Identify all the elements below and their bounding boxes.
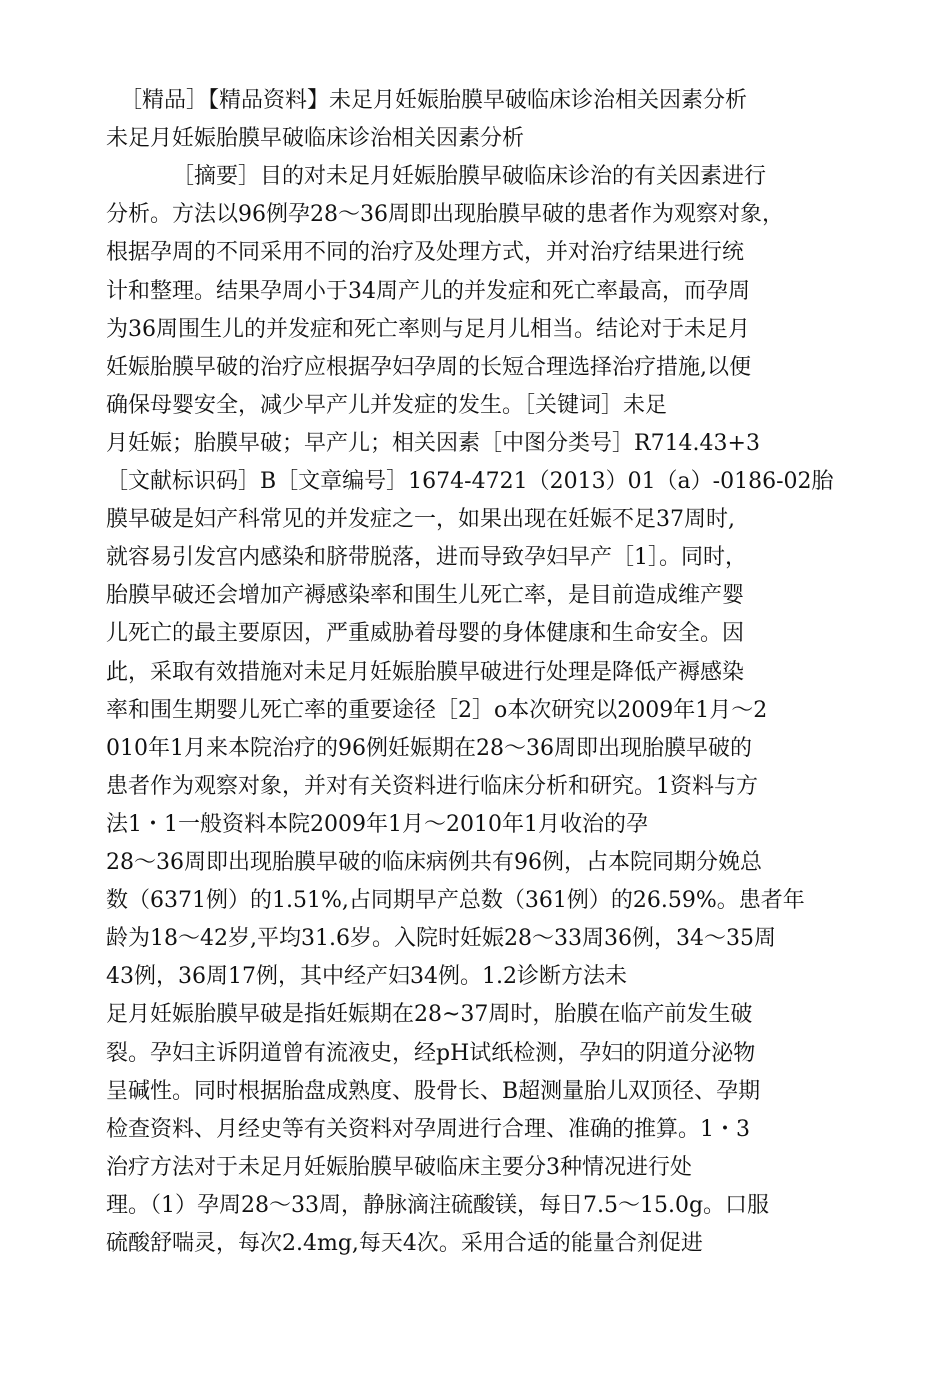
text-line: 妊娠胎膜早破的治疗应根据孕妇孕周的长短合理选择治疗措施,以便 xyxy=(106,354,751,380)
text-line: 此，采取有效措施对未足月妊娠胎膜早破进行处理是降低产褥感染 xyxy=(106,659,745,685)
text-line: 确保母婴安全，减少早产儿并发症的发生。［关键词］未足 xyxy=(106,392,668,418)
text-line: 率和围生期婴儿死亡率的重要途径［2］o本次研究以2009年1月〜2 xyxy=(106,697,768,723)
document-title: 未足月妊娠胎膜早破临床诊治相关因素分析 xyxy=(106,126,525,152)
text-line: 儿死亡的最主要原因，严重威胁着母婴的身体健康和生命安全。因 xyxy=(106,621,745,647)
text-line: 检查资料、月经史等有关资料对孕周进行合理、准确的推算。1・3 xyxy=(106,1116,750,1142)
text-line: 就容易引发宫内感染和脐带脱落，进而导致孕妇早产［1］。同时， xyxy=(106,545,747,571)
text-line: 月妊娠；胎膜早破；早产儿；相关因素［中图分类号］R714.43+3 xyxy=(106,430,760,456)
text-line: 呈碱性。同时根据胎盘成熟度、股骨长、B超测量胎儿双顶径、孕期 xyxy=(106,1078,761,1104)
text-line: 43例，36周17例，其中经产妇34例。1.2诊断方法未 xyxy=(106,964,627,990)
text-line: 患者作为观察对象，并对有关资料进行临床分析和研究。1资料与方 xyxy=(106,773,758,799)
text-line: ［文献标识码］B［文章编号］1674-4721（2013）01（a）-0186-02胎 xyxy=(106,469,834,494)
text-line: 为36周围生儿的并发症和死亡率则与足月儿相当。结论对于未足月 xyxy=(106,316,750,342)
text-line: 裂。孕妇主诉阴道曾有流液史，经pH试纸检测，孕妇的阴道分泌物 xyxy=(106,1040,756,1066)
text-line: 治疗方法对于未足月妊娠胎膜早破临床主要分3种情况进行处 xyxy=(106,1154,692,1180)
text-line: 010年1月来本院治疗的96例妊娠期在28〜36周即出现胎膜早破的 xyxy=(106,735,752,761)
text-line: 膜早破是妇产科常见的并发症之一，如果出现在妊娠不足37周时, xyxy=(106,507,735,533)
text-line: 法1・1一般资料本院2009年1月〜2010年1月收治的孕 xyxy=(106,811,648,837)
text-line: 计和整理。结果孕周小于34周产儿的并发症和死亡率最高，而孕周 xyxy=(106,278,750,304)
text-line: 根据孕周的不同采用不同的治疗及处理方式，并对治疗结果进行统 xyxy=(106,240,745,266)
text-line: 理。（1）孕周28〜33周，静脉滴注硫酸镁，每日7.5〜15.0g。口服 xyxy=(106,1192,770,1218)
text-line: 胎膜早破还会增加产褥感染率和围生儿死亡率，是目前造成维产婴 xyxy=(106,583,745,609)
text-line: ［摘要］目的对未足月妊娠胎膜早破临床诊治的有关因素进行 xyxy=(172,164,767,190)
text-line: 分析。方法以96例孕28〜36周即出现胎膜早破的患者作为观察对象， xyxy=(106,202,784,228)
text-line: 硫酸舒喘灵，每次2.4mg,每天4次。采用合适的能量合剂促进 xyxy=(106,1231,703,1256)
text-line: 足月妊娠胎膜早破是指妊娠期在28~37周时，胎膜在临产前发生破 xyxy=(106,1002,753,1028)
text-line: 数（6371例）的1.51%,占同期早产总数（361例）的26.59%。患者年 xyxy=(106,888,805,914)
text-line: 28〜36周即出现胎膜早破的临床病例共有96例，占本院同期分娩总 xyxy=(106,850,762,875)
document-header-line: ［精品］【精品资料】未足月妊娠胎膜早破临床诊治相关因素分析 xyxy=(120,88,748,113)
text-line: 龄为18〜42岁,平均31.6岁。入院时妊娠28〜33周36例，34〜35周 xyxy=(106,926,776,952)
